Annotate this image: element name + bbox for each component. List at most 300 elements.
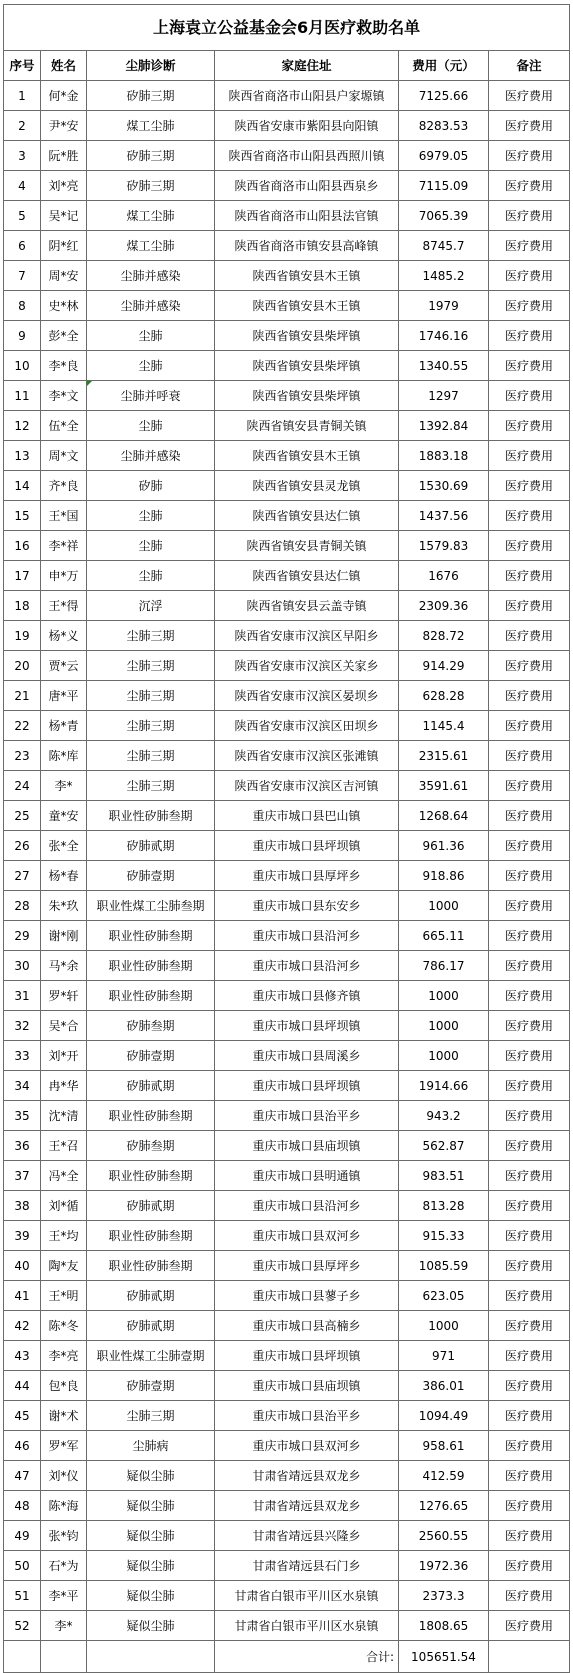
cell-name: 陈*海 [41, 1491, 87, 1521]
cell-address: 重庆市城口县沿河乡 [215, 951, 399, 981]
cell-note: 医疗费用 [489, 1161, 570, 1191]
cell-address: 陕西省安康市汉滨区田坝乡 [215, 711, 399, 741]
total-blank-cell [87, 1641, 215, 1673]
cell-note: 医疗费用 [489, 951, 570, 981]
cell-diagnosis: 尘肺三期 [87, 741, 215, 771]
cell-cost: 1392.84 [399, 411, 489, 441]
cell-address: 重庆市城口县高楠乡 [215, 1311, 399, 1341]
cell-name: 马*余 [41, 951, 87, 981]
cell-name: 李*文 [41, 381, 87, 411]
cell-note: 医疗费用 [489, 651, 570, 681]
cell-name: 李*良 [41, 351, 87, 381]
cell-diagnosis: 职业性矽肺叁期 [87, 801, 215, 831]
cell-index: 42 [4, 1311, 41, 1341]
cell-name: 陈*冬 [41, 1311, 87, 1341]
cell-address: 重庆市城口县明通镇 [215, 1161, 399, 1191]
header-row [4, 51, 570, 81]
cell-index: 5 [4, 201, 41, 231]
table-row [4, 231, 570, 261]
cell-index: 34 [4, 1071, 41, 1101]
cell-address: 陕西省商洛市山阳县法官镇 [215, 201, 399, 231]
cell-name: 王*国 [41, 501, 87, 531]
cell-diagnosis: 尘肺 [87, 501, 215, 531]
cell-name: 尹*安 [41, 111, 87, 141]
cell-diagnosis: 尘肺三期 [87, 681, 215, 711]
cell-index: 17 [4, 561, 41, 591]
cell-index: 36 [4, 1131, 41, 1161]
cell-cost: 943.2 [399, 1101, 489, 1131]
cell-index: 13 [4, 441, 41, 471]
table-row [4, 981, 570, 1011]
cell-cost: 914.29 [399, 651, 489, 681]
cell-index: 43 [4, 1341, 41, 1371]
cell-address: 陕西省镇安县木王镇 [215, 261, 399, 291]
cell-diagnosis: 疑似尘肺 [87, 1581, 215, 1611]
cell-address: 重庆市城口县厚坪乡 [215, 1251, 399, 1281]
cell-name: 申*万 [41, 561, 87, 591]
cell-diagnosis: 尘肺病 [87, 1431, 215, 1461]
cell-note: 医疗费用 [489, 501, 570, 531]
cell-index: 19 [4, 621, 41, 651]
cell-index: 4 [4, 171, 41, 201]
cell-diagnosis: 尘肺三期 [87, 711, 215, 741]
table-row [4, 951, 570, 981]
cell-cost: 813.28 [399, 1191, 489, 1221]
cell-name: 阮*胜 [41, 141, 87, 171]
cell-name: 史*林 [41, 291, 87, 321]
cell-address: 甘肃省白银市平川区水泉镇 [215, 1611, 399, 1641]
cell-cost: 3591.61 [399, 771, 489, 801]
cell-diagnosis: 尘肺三期 [87, 771, 215, 801]
table-row [4, 321, 570, 351]
cell-address: 重庆市城口县坪坝镇 [215, 1011, 399, 1041]
cell-note: 医疗费用 [489, 141, 570, 171]
cell-note: 医疗费用 [489, 591, 570, 621]
table-row [4, 1011, 570, 1041]
cell-address: 重庆市城口县坪坝镇 [215, 1071, 399, 1101]
header-cost: 费用（元） [399, 51, 489, 81]
table-row [4, 801, 570, 831]
cell-address: 重庆市城口县周溪乡 [215, 1041, 399, 1071]
cell-name: 何*金 [41, 81, 87, 111]
cell-index: 7 [4, 261, 41, 291]
table-row [4, 1251, 570, 1281]
cell-address: 重庆市城口县修齐镇 [215, 981, 399, 1011]
cell-cost: 961.36 [399, 831, 489, 861]
table-row [4, 561, 570, 591]
cell-cost: 1340.55 [399, 351, 489, 381]
cell-name: 唐*平 [41, 681, 87, 711]
table-row [4, 1221, 570, 1251]
table-row [4, 1131, 570, 1161]
cell-cost: 1485.2 [399, 261, 489, 291]
table-row [4, 1191, 570, 1221]
cell-note: 医疗费用 [489, 801, 570, 831]
cell-diagnosis: 疑似尘肺 [87, 1611, 215, 1641]
cell-diagnosis: 矽肺贰期 [87, 1191, 215, 1221]
cell-diagnosis: 矽肺叁期 [87, 1131, 215, 1161]
cell-name: 刘*开 [41, 1041, 87, 1071]
cell-note: 医疗费用 [489, 1071, 570, 1101]
cell-cost: 412.59 [399, 1461, 489, 1491]
table-row [4, 1491, 570, 1521]
cell-diagnosis: 煤工尘肺 [87, 201, 215, 231]
table-row [4, 891, 570, 921]
cell-name: 王*召 [41, 1131, 87, 1161]
table-row [4, 351, 570, 381]
table-row [4, 681, 570, 711]
cell-index: 33 [4, 1041, 41, 1071]
cell-address: 甘肃省靖远县双龙乡 [215, 1491, 399, 1521]
cell-name: 杨*春 [41, 861, 87, 891]
cell-cost: 1276.65 [399, 1491, 489, 1521]
cell-address: 重庆市城口县东安乡 [215, 891, 399, 921]
cell-cost: 623.05 [399, 1281, 489, 1311]
cell-index: 41 [4, 1281, 41, 1311]
cell-index: 30 [4, 951, 41, 981]
table-row [4, 141, 570, 171]
cell-note: 医疗费用 [489, 81, 570, 111]
cell-index: 16 [4, 531, 41, 561]
cell-address: 甘肃省靖远县双龙乡 [215, 1461, 399, 1491]
header-index: 序号 [4, 51, 41, 81]
cell-address: 重庆市城口县庙坝镇 [215, 1371, 399, 1401]
cell-name: 李* [41, 1611, 87, 1641]
cell-address: 陕西省商洛市镇安县高峰镇 [215, 231, 399, 261]
cell-address: 重庆市城口县坪坝镇 [215, 831, 399, 861]
cell-cost: 1808.65 [399, 1611, 489, 1641]
cell-index: 1 [4, 81, 41, 111]
cell-address: 重庆市城口县沿河乡 [215, 921, 399, 951]
cell-diagnosis: 职业性矽肺叁期 [87, 921, 215, 951]
cell-address: 陕西省镇安县木王镇 [215, 441, 399, 471]
cell-note: 医疗费用 [489, 741, 570, 771]
cell-cost: 1914.66 [399, 1071, 489, 1101]
cell-note: 医疗费用 [489, 861, 570, 891]
cell-address: 重庆市城口县巴山镇 [215, 801, 399, 831]
total-blank-cell [41, 1641, 87, 1673]
table-row [4, 591, 570, 621]
cell-name: 李*亮 [41, 1341, 87, 1371]
cell-address: 陕西省镇安县青铜关镇 [215, 411, 399, 441]
cell-index: 22 [4, 711, 41, 741]
cell-diagnosis: 尘肺三期 [87, 1401, 215, 1431]
cell-name: 谢*刚 [41, 921, 87, 951]
cell-address: 陕西省镇安县青铜关镇 [215, 531, 399, 561]
cell-cost: 1746.16 [399, 321, 489, 351]
header-address: 家庭住址 [215, 51, 399, 81]
table-row [4, 111, 570, 141]
cell-cost: 665.11 [399, 921, 489, 951]
cell-diagnosis: 职业性矽肺叁期 [87, 1101, 215, 1131]
cell-diagnosis: 疑似尘肺 [87, 1521, 215, 1551]
header-diagnosis: 尘肺诊断 [87, 51, 215, 81]
cell-note: 医疗费用 [489, 921, 570, 951]
title-row [4, 5, 570, 51]
cell-diagnosis: 矽肺贰期 [87, 831, 215, 861]
cell-diagnosis: 尘肺并呼衰 [87, 381, 215, 411]
cell-note: 医疗费用 [489, 1281, 570, 1311]
table-row [4, 201, 570, 231]
cell-index: 2 [4, 111, 41, 141]
cell-index: 18 [4, 591, 41, 621]
cell-cost: 828.72 [399, 621, 489, 651]
cell-diagnosis: 尘肺并感染 [87, 261, 215, 291]
cell-cost: 1297 [399, 381, 489, 411]
cell-name: 贾*云 [41, 651, 87, 681]
cell-note: 医疗费用 [489, 711, 570, 741]
relief-list-table [3, 4, 570, 1673]
cell-note: 医疗费用 [489, 1041, 570, 1071]
table-row [4, 501, 570, 531]
cell-note: 医疗费用 [489, 1401, 570, 1431]
cell-cost: 1883.18 [399, 441, 489, 471]
cell-index: 49 [4, 1521, 41, 1551]
cell-note: 医疗费用 [489, 201, 570, 231]
table-body [4, 81, 570, 1641]
cell-index: 12 [4, 411, 41, 441]
cell-name: 石*为 [41, 1551, 87, 1581]
cell-diagnosis: 煤工尘肺 [87, 111, 215, 141]
cell-diagnosis: 职业性矽肺叁期 [87, 981, 215, 1011]
cell-name: 张*钧 [41, 1521, 87, 1551]
cell-index: 3 [4, 141, 41, 171]
cell-name: 李* [41, 771, 87, 801]
cell-name: 包*良 [41, 1371, 87, 1401]
table-row [4, 531, 570, 561]
total-blank-cell [489, 1641, 570, 1673]
cell-cost: 7115.09 [399, 171, 489, 201]
cell-address: 重庆市城口县坪坝镇 [215, 1341, 399, 1371]
cell-diagnosis: 煤工尘肺 [87, 231, 215, 261]
cell-index: 35 [4, 1101, 41, 1131]
cell-index: 44 [4, 1371, 41, 1401]
cell-index: 38 [4, 1191, 41, 1221]
cell-index: 27 [4, 861, 41, 891]
table-row [4, 1341, 570, 1371]
cell-address: 陕西省安康市汉滨区早阳乡 [215, 621, 399, 651]
cell-name: 朱*玖 [41, 891, 87, 921]
cell-address: 陕西省镇安县云盖寺镇 [215, 591, 399, 621]
cell-diagnosis: 矽肺壹期 [87, 1041, 215, 1071]
cell-address: 陕西省镇安县柴坪镇 [215, 381, 399, 411]
cell-index: 21 [4, 681, 41, 711]
cell-address: 甘肃省靖远县兴隆乡 [215, 1521, 399, 1551]
cell-cost: 2560.55 [399, 1521, 489, 1551]
cell-index: 45 [4, 1401, 41, 1431]
cell-diagnosis: 疑似尘肺 [87, 1551, 215, 1581]
table-row [4, 1161, 570, 1191]
cell-note: 医疗费用 [489, 1581, 570, 1611]
cell-index: 37 [4, 1161, 41, 1191]
cell-name: 罗*军 [41, 1431, 87, 1461]
cell-name: 罗*轩 [41, 981, 87, 1011]
cell-index: 26 [4, 831, 41, 861]
cell-cost: 7125.66 [399, 81, 489, 111]
cell-note: 医疗费用 [489, 1461, 570, 1491]
cell-index: 48 [4, 1491, 41, 1521]
cell-index: 25 [4, 801, 41, 831]
cell-note: 医疗费用 [489, 1551, 570, 1581]
total-blank-cell [4, 1641, 41, 1673]
cell-note: 医疗费用 [489, 1521, 570, 1551]
cell-index: 20 [4, 651, 41, 681]
cell-address: 陕西省镇安县灵龙镇 [215, 471, 399, 501]
cell-address: 陕西省镇安县达仁镇 [215, 561, 399, 591]
cell-cost: 1972.36 [399, 1551, 489, 1581]
total-label: 合计: [215, 1641, 399, 1673]
cell-cost: 1579.83 [399, 531, 489, 561]
cell-index: 14 [4, 471, 41, 501]
table-row [4, 411, 570, 441]
cell-name: 李*平 [41, 1581, 87, 1611]
cell-diagnosis: 矽肺贰期 [87, 1311, 215, 1341]
cell-name: 沈*清 [41, 1101, 87, 1131]
cell-note: 医疗费用 [489, 1011, 570, 1041]
cell-note: 医疗费用 [489, 561, 570, 591]
cell-diagnosis: 矽肺壹期 [87, 861, 215, 891]
cell-cost: 1094.49 [399, 1401, 489, 1431]
cell-note: 医疗费用 [489, 891, 570, 921]
cell-address: 陕西省镇安县达仁镇 [215, 501, 399, 531]
cell-address: 甘肃省靖远县石门乡 [215, 1551, 399, 1581]
table-row [4, 471, 570, 501]
table-row [4, 1371, 570, 1401]
cell-name: 谢*术 [41, 1401, 87, 1431]
cell-cost: 6979.05 [399, 141, 489, 171]
total-row [4, 1641, 570, 1673]
cell-diagnosis: 尘肺三期 [87, 621, 215, 651]
cell-address: 陕西省安康市紫阳县向阳镇 [215, 111, 399, 141]
cell-cost: 1437.56 [399, 501, 489, 531]
cell-diagnosis: 职业性矽肺叁期 [87, 1251, 215, 1281]
cell-note: 医疗费用 [489, 261, 570, 291]
cell-index: 46 [4, 1431, 41, 1461]
table-row [4, 1461, 570, 1491]
cell-note: 医疗费用 [489, 1491, 570, 1521]
cell-address: 重庆市城口县庙坝镇 [215, 1131, 399, 1161]
cell-name: 冉*华 [41, 1071, 87, 1101]
cell-index: 47 [4, 1461, 41, 1491]
cell-address: 陕西省安康市汉滨区张滩镇 [215, 741, 399, 771]
cell-address: 重庆市城口县沿河乡 [215, 1191, 399, 1221]
cell-diagnosis: 职业性矽肺叁期 [87, 1221, 215, 1251]
cell-diagnosis: 尘肺 [87, 351, 215, 381]
cell-cost: 8745.7 [399, 231, 489, 261]
cell-index: 23 [4, 741, 41, 771]
cell-name: 张*全 [41, 831, 87, 861]
cell-address: 重庆市城口县双河乡 [215, 1221, 399, 1251]
cell-index: 39 [4, 1221, 41, 1251]
cell-name: 陶*友 [41, 1251, 87, 1281]
cell-index: 50 [4, 1551, 41, 1581]
cell-cost: 7065.39 [399, 201, 489, 231]
table-row [4, 1581, 570, 1611]
cell-note: 医疗费用 [489, 1221, 570, 1251]
cell-diagnosis: 职业性煤工尘肺壹期 [87, 1341, 215, 1371]
cell-address: 陕西省商洛市山阳县户家塬镇 [215, 81, 399, 111]
cell-diagnosis: 疑似尘肺 [87, 1461, 215, 1491]
cell-note: 医疗费用 [489, 411, 570, 441]
cell-name: 彭*全 [41, 321, 87, 351]
cell-diagnosis: 矽肺壹期 [87, 1371, 215, 1401]
cell-diagnosis: 职业性煤工尘肺叁期 [87, 891, 215, 921]
cell-note: 医疗费用 [489, 681, 570, 711]
cell-note: 医疗费用 [489, 171, 570, 201]
cell-name: 齐*良 [41, 471, 87, 501]
cell-diagnosis: 尘肺并感染 [87, 291, 215, 321]
cell-address: 陕西省镇安县柴坪镇 [215, 321, 399, 351]
cell-diagnosis: 尘肺三期 [87, 651, 215, 681]
cell-diagnosis: 职业性矽肺叁期 [87, 1161, 215, 1191]
cell-cost: 786.17 [399, 951, 489, 981]
cell-cost: 1676 [399, 561, 489, 591]
cell-note: 医疗费用 [489, 831, 570, 861]
cell-name: 王*得 [41, 591, 87, 621]
table-title: 上海袁立公益基金会6月医疗救助名单 [4, 5, 570, 51]
cell-address: 陕西省镇安县木王镇 [215, 291, 399, 321]
cell-cost: 1145.4 [399, 711, 489, 741]
table-row [4, 1611, 570, 1641]
cell-name: 刘*循 [41, 1191, 87, 1221]
cell-note: 医疗费用 [489, 621, 570, 651]
cell-note: 医疗费用 [489, 1131, 570, 1161]
cell-cost: 915.33 [399, 1221, 489, 1251]
cell-cost: 1000 [399, 1311, 489, 1341]
table-row [4, 1071, 570, 1101]
cell-index: 9 [4, 321, 41, 351]
cell-note: 医疗费用 [489, 1101, 570, 1131]
cell-index: 8 [4, 291, 41, 321]
cell-name: 周*安 [41, 261, 87, 291]
cell-cost: 1085.59 [399, 1251, 489, 1281]
cell-name: 伍*全 [41, 411, 87, 441]
cell-address: 重庆市城口县双河乡 [215, 1431, 399, 1461]
cell-diagnosis: 沉浮 [87, 591, 215, 621]
cell-index: 40 [4, 1251, 41, 1281]
cell-diagnosis: 矽肺三期 [87, 81, 215, 111]
cell-address: 陕西省安康市汉滨区关家乡 [215, 651, 399, 681]
cell-note: 医疗费用 [489, 381, 570, 411]
cell-cost: 971 [399, 1341, 489, 1371]
cell-note: 医疗费用 [489, 321, 570, 351]
cell-name: 王*明 [41, 1281, 87, 1311]
table-row [4, 831, 570, 861]
cell-note: 医疗费用 [489, 1311, 570, 1341]
table-row [4, 1311, 570, 1341]
cell-name: 冯*全 [41, 1161, 87, 1191]
table-row [4, 921, 570, 951]
table-row [4, 1041, 570, 1071]
cell-address: 重庆市城口县蓼子乡 [215, 1281, 399, 1311]
cell-cost: 1530.69 [399, 471, 489, 501]
cell-index: 15 [4, 501, 41, 531]
cell-diagnosis: 矽肺三期 [87, 141, 215, 171]
cell-diagnosis: 疑似尘肺 [87, 1491, 215, 1521]
cell-index: 11 [4, 381, 41, 411]
table-row [4, 441, 570, 471]
cell-note: 医疗费用 [489, 1191, 570, 1221]
cell-cost: 958.61 [399, 1431, 489, 1461]
cell-diagnosis: 尘肺 [87, 531, 215, 561]
cell-diagnosis: 尘肺并感染 [87, 441, 215, 471]
header-name: 姓名 [41, 51, 87, 81]
cell-cost: 562.87 [399, 1131, 489, 1161]
cell-cost: 1979 [399, 291, 489, 321]
cell-diagnosis: 矽肺贰期 [87, 1281, 215, 1311]
cell-name: 杨*青 [41, 711, 87, 741]
total-value: 105651.54 [399, 1641, 489, 1673]
